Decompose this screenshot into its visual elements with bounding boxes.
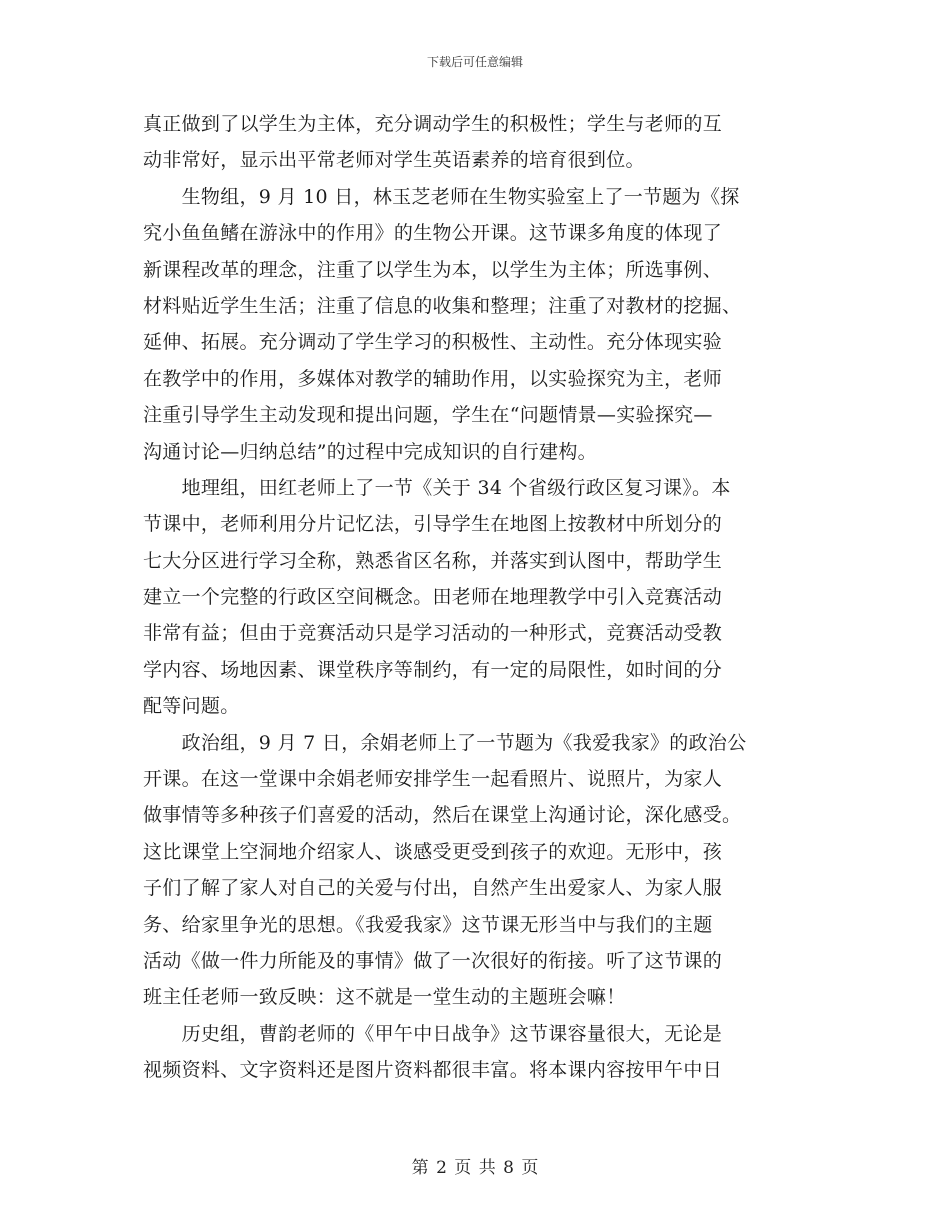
text-line: 建立一个完整的行政区空间概念。田老师在地理教学中引入竞赛活动 (143, 586, 723, 609)
text-line: 动非常好，显示出平常老师对学生英语素养的培育很到位。 (143, 149, 645, 172)
text-line: 材料贴近学生生活；注重了信息的收集和整理；注重了对教材的挖掘、 (143, 294, 742, 317)
page-footer: 第 2 页 共 8 页 (411, 1158, 539, 1178)
text-line: 延伸、拓展。充分调动了学生学习的积极性、主动性。充分体现实验 (143, 331, 723, 354)
document-body (143, 106, 808, 1089)
text-line: 配等问题。 (143, 695, 240, 718)
text-line: 生物组，9 月 10 日，林玉芝老师在生物实验室上了一节题为《探 (143, 185, 740, 208)
text-line: 非常有益；但由于竞赛活动只是学习活动的一种形式，竞赛活动受教 (143, 622, 723, 645)
text-line: 节课中，老师利用分片记忆法，引导学生在地图上按教材中所划分的 (143, 513, 723, 536)
text-line: 沟通讨论—归纳总结”的过程中完成知识的自行建构。 (143, 440, 597, 463)
text-line: 学内容、场地因素、课堂秩序等制约，有一定的局限性，如时间的分 (143, 658, 723, 681)
text-line: 子们了解了家人对自己的关爱与付出，自然产生出爱家人、为家人服 (143, 877, 723, 900)
text-line: 注重引导学生主动发现和提出问题，学生在“问题情景—实验探究— (143, 404, 713, 427)
text-line: 地理组，田红老师上了一节《关于 34 个省级行政区复习课》。本 (143, 476, 731, 499)
text-line: 活动《做一件力所能及的事情》做了一次很好的衔接。听了这节课的 (143, 949, 723, 972)
text-line: 真正做到了以学生为主体，充分调动学生的积极性；学生与老师的互 (143, 113, 723, 135)
text-line: 班主任老师一致反映：这不就是一堂生动的主题班会嘛！ (143, 986, 626, 1009)
text-line: 这比课堂上空洞地介绍家人、谈感受更受到孩子的欢迎。无形中，孩 (143, 840, 723, 863)
text-line: 做事情等多种孩子们喜爱的活动，然后在课堂上沟通讨论，深化感受。 (143, 804, 742, 827)
text-line: 开课。在这一堂课中余娟老师安排学生一起看照片、说照片，为家人 (143, 768, 723, 791)
text-line: 七大分区进行学习全称，熟悉省区名称，并落实到认图中，帮助学生 (143, 549, 723, 572)
page-header: 下载后可任意编辑 (426, 55, 523, 69)
text-line: 新课程改革的理念，注重了以学生为本，以学生为主体；所选事例、 (143, 258, 723, 281)
text-line: 历史组，曹韵老师的《甲午中日战争》这节课容量很大，无论是 (143, 1022, 723, 1045)
text-line: 务、给家里争光的思想。《我爱我家》这节课无形当中与我们的主题 (143, 913, 713, 936)
text-line: 究小鱼鱼鳍在游泳中的作用》的生物公开课。这节课多角度的体现了 (143, 222, 723, 245)
text-line: 政治组，9 月 7 日，余娟老师上了一节题为《我爱我家》的政治公 (143, 731, 747, 754)
text-line: 视频资料、文字资料还是图片资料都很丰富。将本课内容按甲午中日 (143, 1059, 723, 1082)
text-line: 在教学中的作用，多媒体对教学的辅助作用，以实验探究为主，老师 (143, 367, 723, 390)
